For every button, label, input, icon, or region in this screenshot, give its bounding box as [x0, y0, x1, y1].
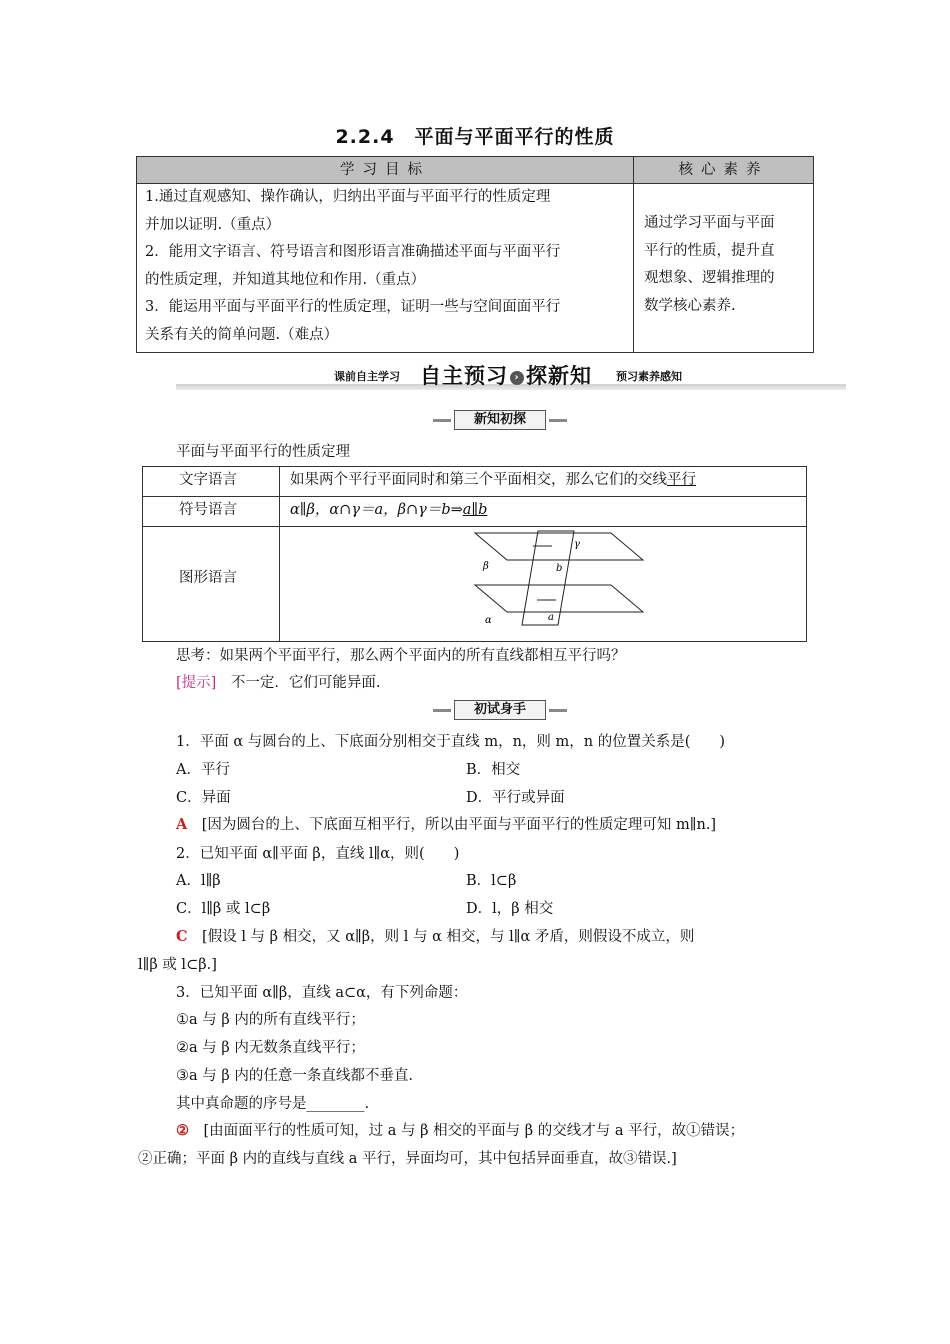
- symbol-value-answer: a∥b: [462, 502, 488, 518]
- objectives-header: 学习目标: [137, 157, 634, 184]
- core-line: 平行的性质，提升直: [644, 242, 775, 259]
- banner-left-text: 课前自主学习: [334, 370, 400, 383]
- objective-line: 关系有关的简单问题.（难点）: [145, 326, 339, 343]
- banner-main-a: 自主预习: [420, 364, 508, 388]
- arrow-icon: ›: [510, 371, 524, 385]
- text-value-main: 如果两个平行平面同时和第三个平面相交，那么它们的交线: [290, 472, 667, 488]
- section-tag-new-knowledge: 新知初探: [454, 410, 546, 430]
- parallel-planes-figure: [290, 527, 817, 641]
- q2-option-b: B．l⊂β: [466, 873, 517, 889]
- beta-label: β: [483, 561, 489, 572]
- section-tag-practice: 初试身手: [454, 700, 546, 720]
- q3-proposition-2: ②a 与 β 内无数条直线平行；: [176, 1040, 365, 1056]
- figure-language-label: 图形语言: [143, 527, 280, 641]
- objective-line: 3．能运用平面与平面平行的性质定理，证明一些与空间面面平行: [145, 299, 561, 315]
- core-line: 观想象、逻辑推理的: [644, 270, 775, 286]
- objective-line: 2．能用文字语言、符号语言和图形语言准确描述平面与平面平行: [145, 244, 561, 260]
- section-banner: [176, 362, 846, 392]
- banner-main: [420, 360, 592, 390]
- text-language-label: 文字语言: [143, 467, 280, 496]
- q3-proposition-3: ③a 与 β 内的任意一条直线都不垂直.: [176, 1068, 413, 1084]
- objective-line: 1.通过直观感知、操作确认，归纳出平面与平面平行的性质定理: [145, 189, 551, 205]
- q2-option-a: A．l∥β: [176, 873, 221, 889]
- theorem-title: 平面与平面平行的性质定理: [176, 444, 350, 460]
- q1-answer: A: [176, 816, 188, 833]
- q2-stem: 2．已知平面 α∥平面 β，直线 l∥α，则( ): [176, 846, 460, 862]
- q1-option-d: D．平行或异面: [466, 790, 565, 806]
- text-language-value: [280, 467, 806, 496]
- q2-solution: [176, 925, 694, 946]
- q2-answer: C: [176, 928, 188, 945]
- hint-text: 不一定．它们可能异面.: [230, 675, 381, 691]
- q3-explain-1: [由面面平行的性质可知，过 a 与 β 相交的平面与 β 的交线才与 a 平行，故①错误；: [203, 1123, 745, 1139]
- q2-option-d: D．l，β 相交: [466, 901, 554, 917]
- core-line: 通过学习平面与平面: [644, 215, 775, 231]
- q3-proposition-1: ①a 与 β 内的所有直线平行；: [176, 1012, 365, 1028]
- b-label: b: [556, 563, 563, 574]
- banner-main-b: 探新知: [526, 364, 592, 388]
- symbol-language-value: [280, 497, 806, 526]
- table-row: [143, 527, 806, 641]
- table-row: [143, 467, 806, 497]
- core-line: 数学核心素养.: [644, 297, 736, 314]
- q2-explain-2: l∥β 或 l⊂β.]: [138, 957, 217, 973]
- text-value-answer: 平行: [667, 472, 696, 488]
- core-literacy-content: [634, 184, 813, 352]
- theorem-table: [142, 466, 807, 642]
- q2-option-c: C．l∥β 或 l⊂β: [176, 901, 271, 917]
- q1-option-c: C．异面: [176, 790, 231, 806]
- q1-solution: [176, 813, 716, 834]
- q2-explain-1: [假设 l 与 β 相交，又 α∥β，则 l 与 α 相交，与 l∥α 矛盾，则假设不成立，则: [202, 929, 695, 945]
- q3-stem: 3．已知平面 α∥β，直线 a⊂α，有下列命题：: [176, 985, 468, 1001]
- gamma-label: γ: [574, 539, 580, 550]
- q1-option-a: A．平行: [176, 762, 230, 778]
- objectives-content: [137, 184, 634, 352]
- objective-line: 并加以证明.（重点）: [145, 216, 281, 233]
- q1-explain: [因为圆台的上、下底面互相平行，所以由平面与平面平行的性质定理可知 m∥n.]: [201, 817, 717, 833]
- q1-stem: 1．平面 α 与圆台的上、下底面分别相交于直线 m，n，则 m，n 的位置关系是( ): [176, 734, 726, 750]
- a-label: a: [548, 612, 554, 623]
- q3-explain-2: ②正确；平面 β 内的直线与直线 a 平行，异面均可，其中包括异面垂直，故③错误.]: [138, 1151, 677, 1167]
- core-literacy-header: 核心素养: [634, 157, 813, 184]
- symbol-language-label: 符号语言: [143, 497, 280, 526]
- page-title: 2.2.4 平面与平面平行的性质: [335, 126, 615, 148]
- q3-solution: [176, 1119, 744, 1140]
- symbol-value-main: α∥β，α∩γ＝a，β∩γ＝b⇒: [290, 502, 463, 518]
- q3-ask: 其中真命题的序号是________.: [176, 1096, 370, 1112]
- hint-line: [176, 671, 380, 692]
- alpha-label: α: [485, 615, 492, 626]
- figure-language-value: [280, 527, 806, 641]
- hint-tag: [提示]: [176, 675, 217, 691]
- q3-answer: ②: [176, 1122, 189, 1139]
- table-row: [143, 497, 806, 527]
- objective-line: 的性质定理，并知道其地位和作用.（重点）: [145, 271, 426, 288]
- objectives-table: [136, 156, 814, 353]
- q1-option-b: B．相交: [466, 762, 521, 778]
- banner-right-text: 预习素养感知: [616, 370, 682, 383]
- think-question: 思考：如果两个平面平行，那么两个平面内的所有直线都相互平行吗？: [176, 648, 626, 664]
